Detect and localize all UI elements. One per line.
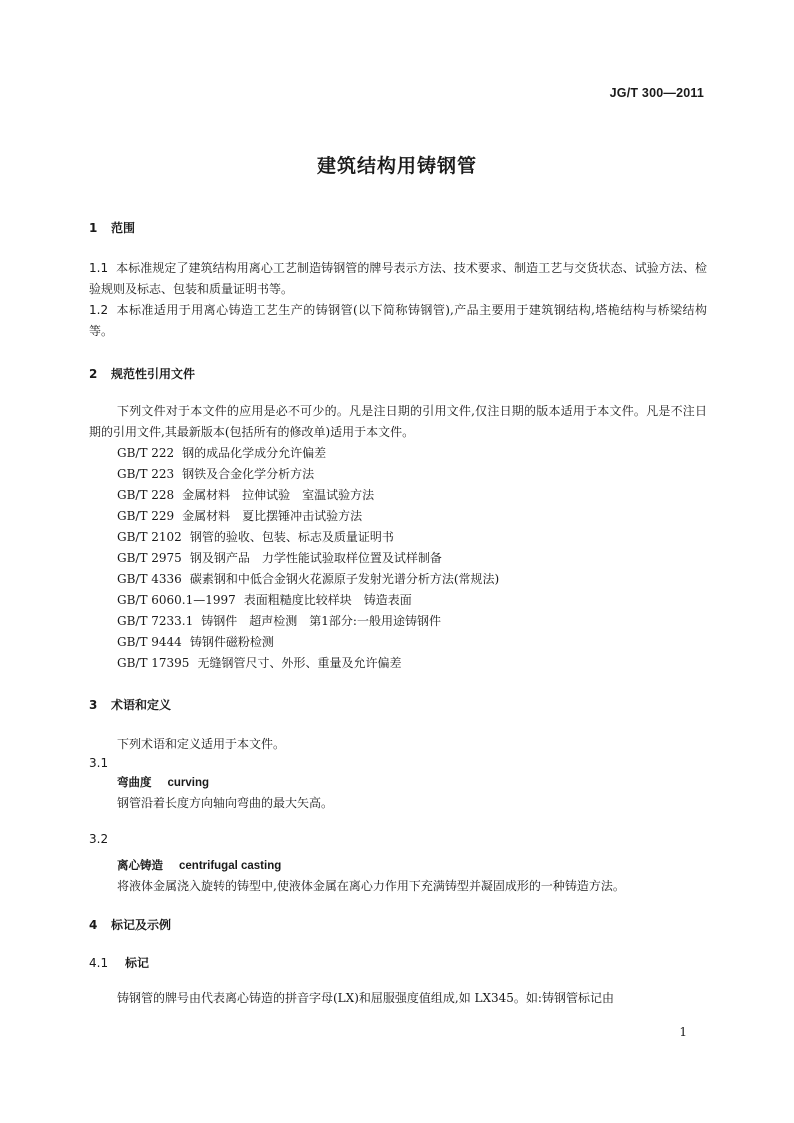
document-body [89,220,707,1009]
reference-item [89,464,707,485]
section-number: 2 [89,367,98,381]
reference-title: 金属材料 夏比摆锤冲击试验方法 [182,509,363,523]
section-3-heading [89,697,707,714]
reference-code: GB/T 222 [117,446,175,460]
section-title: 规范性引用文件 [111,367,196,381]
term-definition: 将液体金属浇入旋转的铸型中,使液体金属在离心力作用下充满铸型并凝固成形的一种铸造方法。 [117,879,625,893]
reference-title: 碳素钢和中低合金钢火花源原子发射光谱分析方法(常规法) [189,572,500,586]
clause-title: 标记 [125,956,150,970]
reference-item [89,485,707,506]
clause-text: 本标准规定了建筑结构用离心工艺制造铸钢管的牌号表示方法、技术要求、制造工艺与交货状态、试验方法、检验规则及标志、包装和质量证明书等。 [89,261,707,296]
clause-1-2 [89,300,707,342]
reference-code: GB/T 228 [117,488,175,502]
clause-number: 4.1 [89,956,109,970]
reference-code: GB/T 9444 [117,635,182,649]
section-2-heading [89,366,707,383]
reference-title: 无缝钢管尺寸、外形、重量及允许偏差 [197,656,402,670]
reference-item [89,632,707,653]
reference-title: 铸钢件 超声检测 第1部分:一般用途铸钢件 [201,614,441,628]
section-title: 标记及示例 [111,918,172,932]
terms-intro: 下列术语和定义适用于本文件。 [117,737,286,751]
reference-item [89,527,707,548]
reference-code: GB/T 4336 [117,572,182,586]
reference-item [89,443,707,464]
term-heading [89,772,707,793]
references-intro: 下列文件对于本文件的应用是必不可少的。凡是注日期的引用文件,仅注日期的版本适用于本文件。凡是不注日期的引用文件,其最新版本(包括所有的修改单)适用于本文件。 [89,404,707,439]
standard-number: JG/T 300—2011 [609,86,704,100]
reference-list [89,443,707,674]
term-number: 3.1 [89,756,109,770]
clause-1-1 [89,258,707,300]
section-4-heading [89,917,707,934]
reference-code: GB/T 7233.1 [117,614,194,628]
reference-title: 钢铁及合金化学分析方法 [182,467,315,481]
term-heading [89,855,707,876]
clause-4-1-heading [89,955,707,972]
term-chinese: 弯曲度 [117,775,152,789]
reference-code: GB/T 223 [117,467,175,481]
reference-item [89,611,707,632]
term-number: 3.2 [89,832,109,846]
term-definition: 钢管沿着长度方向轴向弯曲的最大矢高。 [117,796,334,810]
reference-item [89,590,707,611]
term-english: centrifugal casting [179,860,282,872]
reference-title: 金属材料 拉伸试验 室温试验方法 [182,488,375,502]
section-number: 1 [89,221,98,235]
reference-title: 表面粗糙度比较样块 铸造表面 [243,593,412,607]
reference-code: GB/T 229 [117,509,175,523]
reference-item [89,506,707,527]
section-1-heading [89,220,707,237]
reference-code: GB/T 2975 [117,551,182,565]
term-english: curving [167,777,210,789]
clause-number: 1.2 [89,303,109,317]
clause-number: 1.1 [89,261,109,275]
reference-code: GB/T 2102 [117,530,182,544]
page-number: 1 [679,1025,687,1039]
page-title: 建筑结构用铸钢管 [316,155,477,177]
reference-title: 钢及钢产品 力学性能试验取样位置及试样制备 [189,551,442,565]
term-chinese: 离心铸造 [117,858,163,872]
section-title: 范围 [111,221,136,235]
section-number: 4 [89,918,98,932]
reference-code: GB/T 6060.1—1997 [117,593,236,607]
reference-title: 铸钢件磁粉检测 [189,635,274,649]
reference-title: 钢的成品化学成分允许偏差 [182,446,327,460]
reference-item [89,653,707,674]
reference-item [89,548,707,569]
reference-title: 钢管的验收、包装、标志及质量证明书 [189,530,394,544]
clause-text: 本标准适用于用离心铸造工艺生产的铸钢管(以下简称铸钢管),产品主要用于建筑钢结构,塔桅结构与桥梁结构等。 [89,303,707,338]
section-number: 3 [89,698,98,712]
reference-code: GB/T 17395 [117,656,190,670]
reference-item [89,569,707,590]
clause-4-1-text: 铸钢管的牌号由代表离心铸造的拼音字母(LX)和屈服强度值组成,如 LX345。如:铸钢管标记由 [117,991,614,1005]
section-title: 术语和定义 [111,698,172,712]
